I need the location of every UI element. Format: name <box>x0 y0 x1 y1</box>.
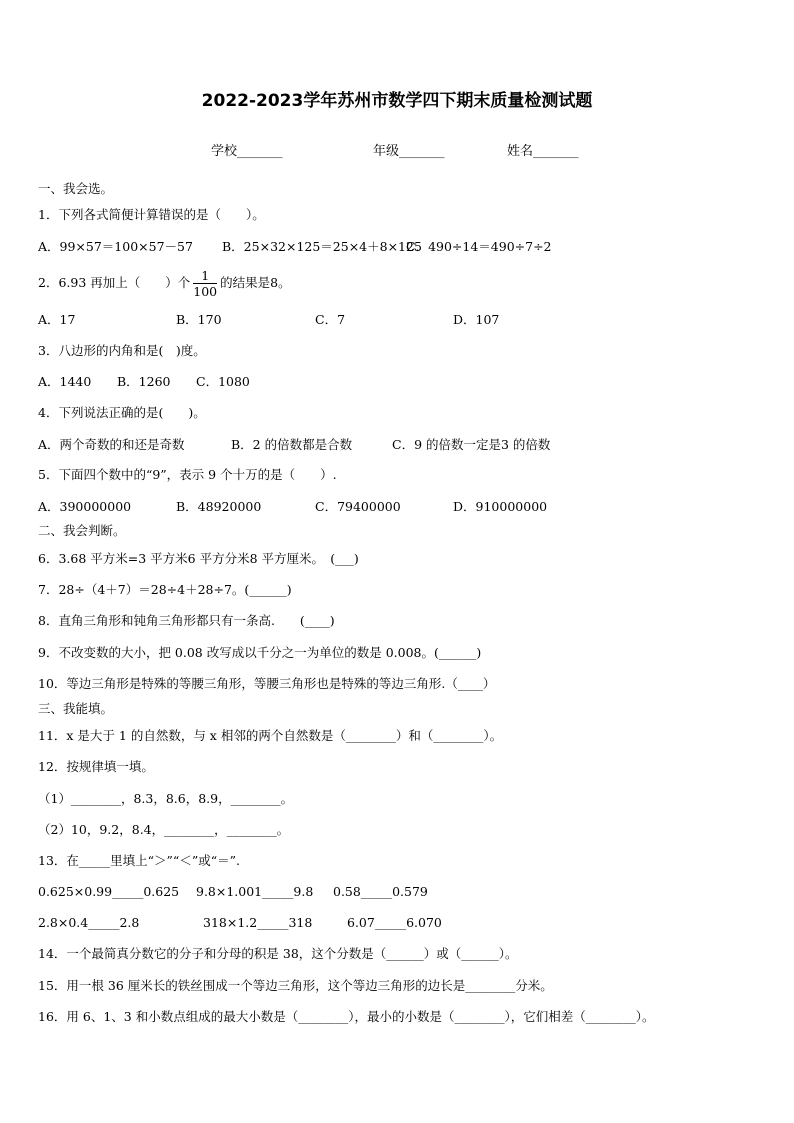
grade-field: 年级_______ <box>373 144 445 159</box>
question-15: 15．用一根 36 厘米长的铁丝围成一个等边三角形，这个等边三角形的边长是________分米。 <box>38 978 553 993</box>
question-12: 12．按规律填一填。 <box>38 759 154 774</box>
school-field: 学校_______ <box>211 144 283 159</box>
page-title: 2022-2023学年苏州市数学四下期末质量检测试题 <box>201 91 593 111</box>
q5-option-c: C．79400000 <box>315 499 401 514</box>
q13-item: 318×1.2_____318 <box>203 915 313 930</box>
q13-item: 0.625×0.99_____0.625 <box>38 884 180 899</box>
question-11: 11．x 是大于 1 的自然数，与 x 相邻的两个自然数是（________）和（________）。 <box>38 728 503 743</box>
fraction <box>193 268 217 299</box>
q12-part-2: （2）10，9.2，8.4，________，________。 <box>38 822 290 837</box>
question-6: 6．3.68 平方米=3 平方米6 平方分米8 平方厘米。 (___) <box>38 551 359 566</box>
q5-option-a: A．390000000 <box>38 499 132 514</box>
question-9: 9．不改变数的大小，把 0.08 改写成以千分之一为单位的数是 0.008。(______) <box>38 645 482 660</box>
q12-part-1: （1）________，8.3，8.6，8.9，________。 <box>38 791 294 806</box>
q2-option-c: C．7 <box>315 312 346 327</box>
q2-option-b: B．170 <box>176 312 222 327</box>
question-4: 4．下列说法正确的是( )。 <box>38 405 206 420</box>
section-2-heading: 二、我会判断。 <box>38 523 126 538</box>
section-3-heading: 三、我能填。 <box>38 701 114 716</box>
q13-item: 0.58_____0.579 <box>333 884 428 899</box>
q3-option-b: B．1260 <box>117 374 171 389</box>
q13-item: 9.8×1.001_____9.8 <box>196 884 314 899</box>
q4-option-c: C．9 的倍数一定是3 的倍数 <box>392 437 551 452</box>
q5-option-b: B．48920000 <box>176 499 262 514</box>
q3-option-a: A．1440 <box>38 374 92 389</box>
q13-item: 2.8×0.4_____2.8 <box>38 915 140 930</box>
name-field: 姓名_______ <box>507 144 579 159</box>
fraction-numerator: 1 <box>193 268 217 284</box>
q13-item: 6.07_____6.070 <box>347 915 442 930</box>
q1-option-a: A．99×57＝100×57－57 <box>38 239 193 254</box>
question-7: 7．28÷（4＋7）＝28÷4＋28÷7。(______) <box>38 582 292 597</box>
question-8: 8．直角三角形和钝角三角形都只有一条高. (____) <box>38 613 335 628</box>
section-1-heading: 一、我会选。 <box>38 181 114 196</box>
q4-option-b: B．2 的倍数都是合数 <box>231 437 353 452</box>
q3-option-c: C．1080 <box>196 374 250 389</box>
q2-option-d: D．107 <box>453 312 500 327</box>
question-2 <box>38 266 291 300</box>
question-13: 13．在_____里填上“＞”“＜”或“＝”. <box>38 853 240 868</box>
question-16: 16．用 6、1、3 和小数点组成的最大小数是（________），最小的小数是（________），它们相差（________）。 <box>38 1009 655 1024</box>
fraction-denominator: 100 <box>193 284 218 299</box>
q2-text-post: 的结果是8。 <box>220 275 291 290</box>
q2-option-a: A．17 <box>38 312 76 327</box>
question-10: 10．等边三角形是特殊的等腰三角形，等腰三角形也是特殊的等边三角形.（____） <box>38 676 496 691</box>
question-5: 5．下面四个数中的“9”，表示 9 个十万的是（ ）. <box>38 467 337 482</box>
q4-option-a: A．两个奇数的和还是奇数 <box>38 437 185 452</box>
q5-option-d: D．910000000 <box>453 499 548 514</box>
q2-text-pre: 2．6.93 再加上（ ）个 <box>38 275 191 290</box>
question-3: 3．八边形的内角和是( )度。 <box>38 343 206 358</box>
q1-option-c: C．490÷14＝490÷7÷2 <box>406 239 552 254</box>
question-1: 1．下列各式简便计算错误的是（ ）。 <box>38 207 265 222</box>
question-14: 14．一个最简真分数它的分子和分母的积是 38，这个分数是（______）或（______）。 <box>38 946 518 961</box>
q1-option-b: B．25×32×125＝25×4＋8×125 <box>222 239 422 254</box>
